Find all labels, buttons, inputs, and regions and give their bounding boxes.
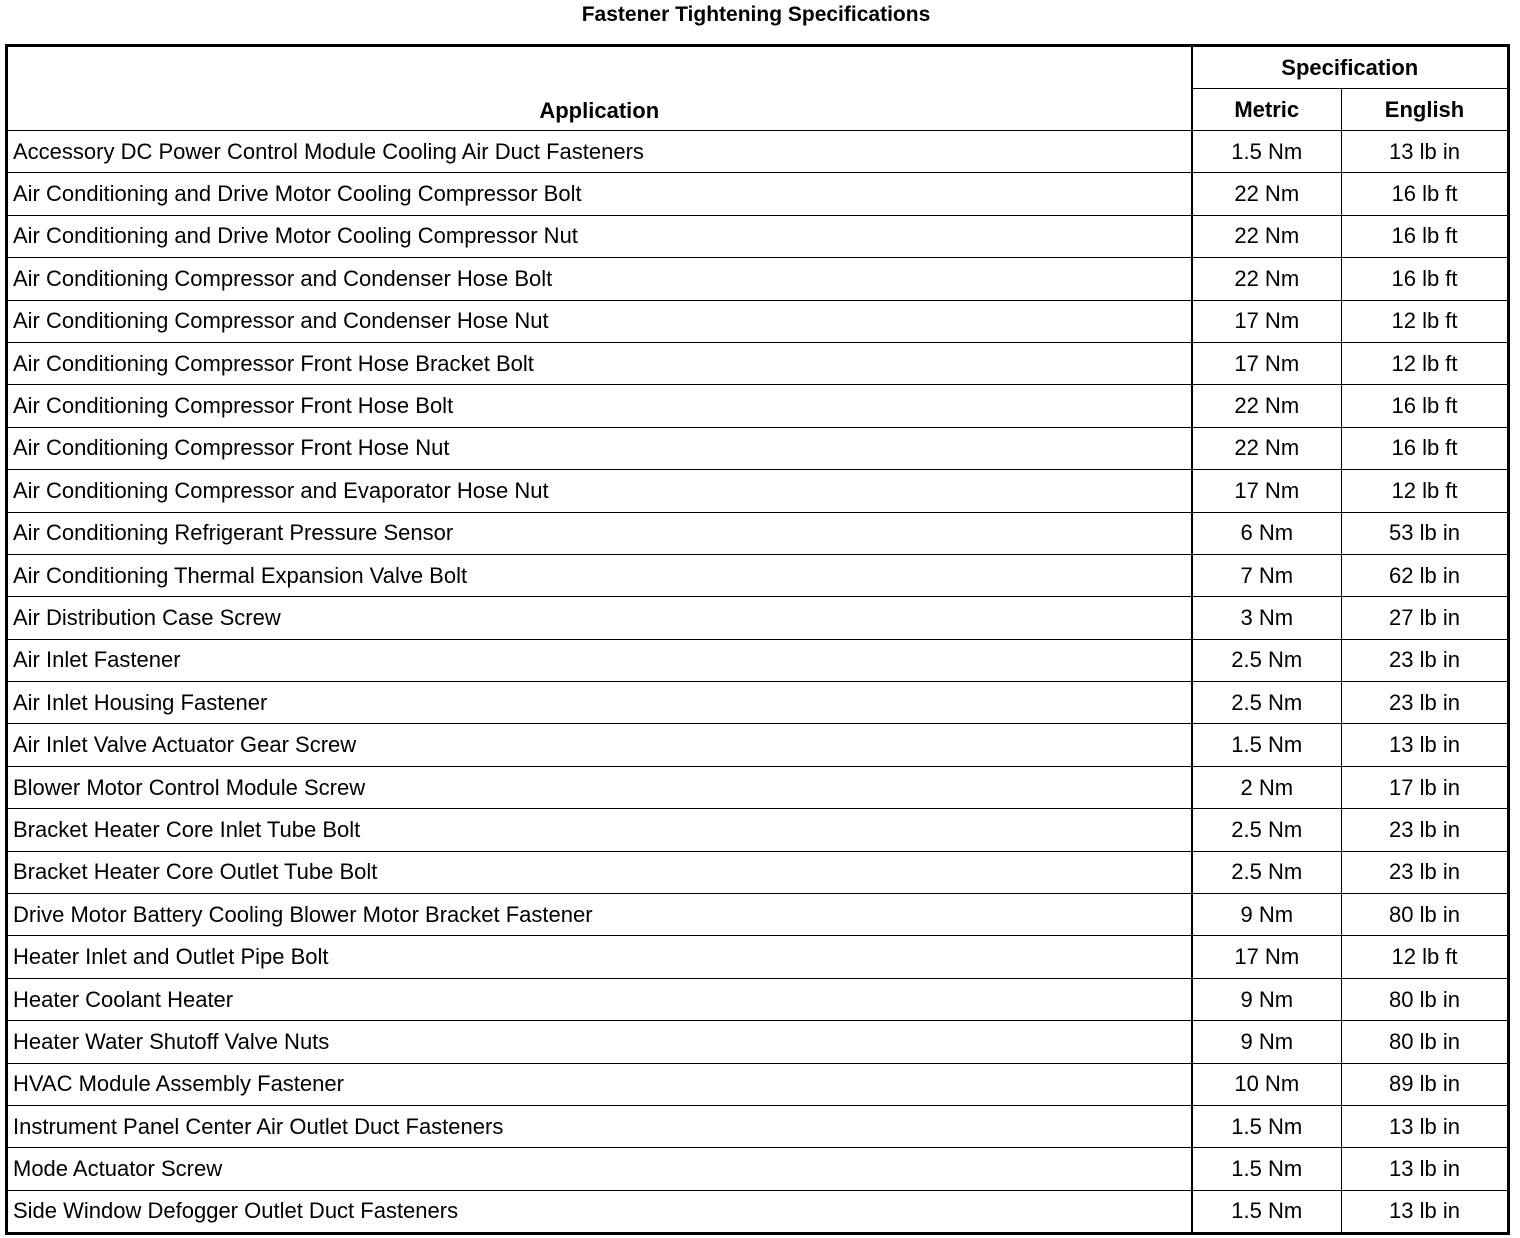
table-title: Fastener Tightening Specifications	[581, 3, 931, 26]
header-metric: Metric	[1192, 89, 1342, 131]
table-row	[7, 978, 1509, 1020]
cell-application: Air Conditioning Compressor and Condenser Hose Bolt	[7, 258, 1192, 300]
cell-application: Instrument Panel Center Air Outlet Duct Fasteners	[7, 1105, 1192, 1147]
cell-english: 13 lb in	[1342, 1105, 1509, 1147]
cell-metric: 9 Nm	[1192, 1021, 1342, 1063]
cell-metric: 7 Nm	[1192, 554, 1342, 596]
cell-english: 23 lb in	[1342, 682, 1509, 724]
cell-metric: 1.5 Nm	[1192, 724, 1342, 766]
cell-metric: 6 Nm	[1192, 512, 1342, 554]
cell-metric: 2.5 Nm	[1192, 682, 1342, 724]
cell-english: 23 lb in	[1342, 851, 1509, 893]
cell-metric: 17 Nm	[1192, 470, 1342, 512]
cell-english: 80 lb in	[1342, 1021, 1509, 1063]
cell-metric: 17 Nm	[1192, 936, 1342, 978]
cell-metric: 22 Nm	[1192, 258, 1342, 300]
table-row	[7, 173, 1509, 215]
cell-english: 16 lb ft	[1342, 427, 1509, 469]
cell-application: Air Conditioning Compressor Front Hose Bolt	[7, 385, 1192, 427]
cell-english: 27 lb in	[1342, 597, 1509, 639]
cell-application: Bracket Heater Core Outlet Tube Bolt	[7, 851, 1192, 893]
cell-application: Air Conditioning Compressor and Evaporator Hose Nut	[7, 470, 1192, 512]
cell-application: HVAC Module Assembly Fastener	[7, 1063, 1192, 1105]
cell-english: 13 lb in	[1342, 724, 1509, 766]
cell-english: 16 lb ft	[1342, 215, 1509, 257]
cell-application: Heater Water Shutoff Valve Nuts	[7, 1021, 1192, 1063]
cell-english: 80 lb in	[1342, 894, 1509, 936]
cell-metric: 1.5 Nm	[1192, 1148, 1342, 1190]
cell-application: Air Conditioning Compressor Front Hose Bracket Bolt	[7, 342, 1192, 384]
table-row	[7, 1021, 1509, 1063]
cell-metric: 22 Nm	[1192, 385, 1342, 427]
cell-application: Heater Inlet and Outlet Pipe Bolt	[7, 936, 1192, 978]
cell-english: 13 lb in	[1342, 1190, 1509, 1233]
table-row	[7, 639, 1509, 681]
table-row	[7, 1063, 1509, 1105]
table-row	[7, 258, 1509, 300]
cell-application: Air Inlet Valve Actuator Gear Screw	[7, 724, 1192, 766]
table-row	[7, 851, 1509, 893]
cell-metric: 2.5 Nm	[1192, 851, 1342, 893]
table-row	[7, 131, 1509, 173]
cell-english: 13 lb in	[1342, 1148, 1509, 1190]
cell-metric: 2.5 Nm	[1192, 809, 1342, 851]
table-row	[7, 512, 1509, 554]
cell-application: Air Inlet Housing Fastener	[7, 682, 1192, 724]
cell-metric: 1.5 Nm	[1192, 131, 1342, 173]
table-row	[7, 936, 1509, 978]
cell-english: 16 lb ft	[1342, 173, 1509, 215]
table-row	[7, 1105, 1509, 1147]
table-row	[7, 300, 1509, 342]
cell-metric: 1.5 Nm	[1192, 1105, 1342, 1147]
cell-english: 16 lb ft	[1342, 258, 1509, 300]
cell-english: 23 lb in	[1342, 639, 1509, 681]
table-row	[7, 809, 1509, 851]
cell-english: 12 lb ft	[1342, 936, 1509, 978]
cell-application: Air Conditioning Compressor Front Hose Nut	[7, 427, 1192, 469]
cell-metric: 1.5 Nm	[1192, 1190, 1342, 1233]
cell-english: 12 lb ft	[1342, 342, 1509, 384]
cell-metric: 3 Nm	[1192, 597, 1342, 639]
table-row	[7, 894, 1509, 936]
cell-english: 17 lb in	[1342, 766, 1509, 808]
cell-english: 13 lb in	[1342, 131, 1509, 173]
table-row	[7, 766, 1509, 808]
cell-english: 16 lb ft	[1342, 385, 1509, 427]
cell-metric: 17 Nm	[1192, 300, 1342, 342]
cell-english: 12 lb ft	[1342, 300, 1509, 342]
cell-application: Air Distribution Case Screw	[7, 597, 1192, 639]
header-english: English	[1342, 89, 1509, 131]
table-row	[7, 554, 1509, 596]
cell-application: Side Window Defogger Outlet Duct Fasteners	[7, 1190, 1192, 1233]
cell-english: 62 lb in	[1342, 554, 1509, 596]
cell-application: Air Conditioning and Drive Motor Cooling Compressor Bolt	[7, 173, 1192, 215]
cell-metric: 2.5 Nm	[1192, 639, 1342, 681]
cell-english: 12 lb ft	[1342, 470, 1509, 512]
table-row	[7, 682, 1509, 724]
table-row	[7, 342, 1509, 384]
cell-application: Blower Motor Control Module Screw	[7, 766, 1192, 808]
cell-english: 89 lb in	[1342, 1063, 1509, 1105]
header-application: Application	[7, 46, 1192, 131]
cell-metric: 17 Nm	[1192, 342, 1342, 384]
cell-english: 80 lb in	[1342, 978, 1509, 1020]
cell-application: Air Conditioning Compressor and Condenser Hose Nut	[7, 300, 1192, 342]
cell-metric: 22 Nm	[1192, 215, 1342, 257]
cell-metric: 22 Nm	[1192, 427, 1342, 469]
cell-application: Air Inlet Fastener	[7, 639, 1192, 681]
cell-metric: 9 Nm	[1192, 978, 1342, 1020]
cell-english: 23 lb in	[1342, 809, 1509, 851]
cell-application: Mode Actuator Screw	[7, 1148, 1192, 1190]
cell-metric: 2 Nm	[1192, 766, 1342, 808]
cell-application: Accessory DC Power Control Module Cooling Air Duct Fasteners	[7, 131, 1192, 173]
cell-metric: 22 Nm	[1192, 173, 1342, 215]
header-specification: Specification	[1192, 46, 1509, 89]
table-row	[7, 385, 1509, 427]
table-row	[7, 724, 1509, 766]
cell-application: Air Conditioning Refrigerant Pressure Sensor	[7, 512, 1192, 554]
fastener-spec-table	[5, 44, 1510, 1235]
table-row	[7, 1190, 1509, 1233]
cell-application: Air Conditioning Thermal Expansion Valve Bolt	[7, 554, 1192, 596]
cell-application: Bracket Heater Core Inlet Tube Bolt	[7, 809, 1192, 851]
cell-application: Air Conditioning and Drive Motor Cooling Compressor Nut	[7, 215, 1192, 257]
table-row	[7, 427, 1509, 469]
table-row	[7, 597, 1509, 639]
table-row	[7, 470, 1509, 512]
cell-application: Heater Coolant Heater	[7, 978, 1192, 1020]
table-row	[7, 1148, 1509, 1190]
table-row	[7, 215, 1509, 257]
cell-english: 53 lb in	[1342, 512, 1509, 554]
cell-metric: 9 Nm	[1192, 894, 1342, 936]
cell-metric: 10 Nm	[1192, 1063, 1342, 1105]
cell-application: Drive Motor Battery Cooling Blower Motor Bracket Fastener	[7, 894, 1192, 936]
